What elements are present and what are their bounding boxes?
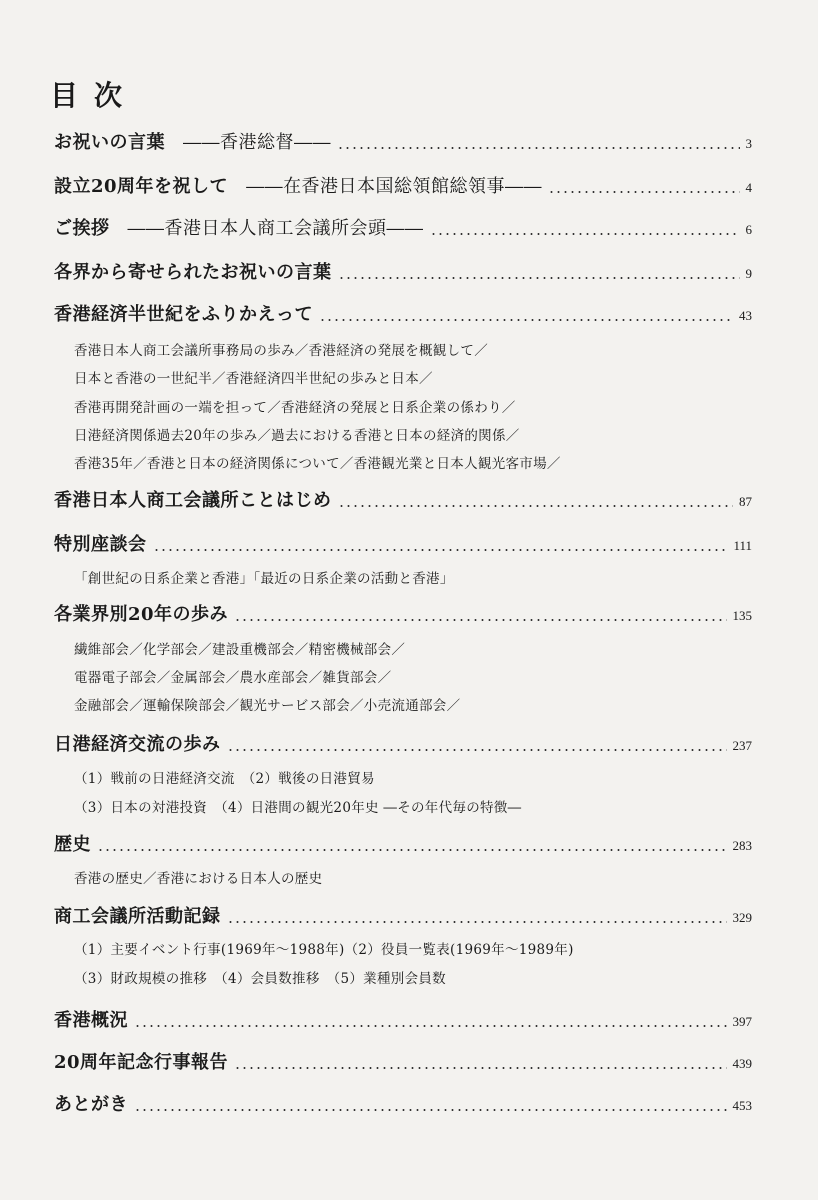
sub-topic-line: 香港35年／香港と日本の経済関係について／香港観光業と日本人観光客市場／ [74,456,561,472]
sub-topic-line: 「創世紀の日系企業と香港」「最近の日系企業の活動と香港」 [74,571,454,587]
page-number: 397 [732,1014,752,1029]
entry-title: 設立20周年を祝して ――在香港日本国総領館総領事―― [54,176,543,197]
sub-topic-line: 日港経済関係過去20年の歩み／過去における香港と日本の経済的関係／ [74,428,520,444]
entry-title: 香港経済半世紀をふりかえって [54,304,313,325]
page-number: 237 [732,738,752,753]
entry-title: 商工会議所活動記録 [54,906,221,927]
entry-title: 歴史 [54,834,91,855]
dot-leader [548,191,739,193]
entry-title: 特別座談会 [54,534,147,555]
page-number: 43 [739,308,752,323]
dot-leader [338,505,734,507]
sub-topic-line: 香港日本人商工会議所事務局の歩み／香港経済の発展を概観して／ [74,343,488,359]
entry-title: あとがき [54,1094,128,1115]
toc-entry[interactable] [54,902,752,928]
dot-leader [337,147,740,149]
dot-leader [234,619,726,621]
dot-leader [227,749,727,751]
sub-topic-line: （3）財政規模の推移 （4）会員数推移 （5）業種別会員数 [74,971,446,987]
sub-topic-line: （3）日本の対港投資 （4）日港間の観光20年史 ―その年代毎の特徴― [74,800,522,816]
toc-entry[interactable] [54,128,752,154]
toc-entry[interactable] [54,1090,752,1116]
page-number: 9 [745,266,752,281]
sub-topic-line: 電器電子部会／金属部会／農水産部会／雑貨部会／ [74,670,392,686]
page-number: 283 [732,838,752,853]
entry-title: 各業界別20年の歩み [54,604,229,625]
page-number: 4 [745,180,752,195]
toc-entry[interactable] [54,258,752,284]
dot-leader [134,1025,727,1027]
toc-heading: 目次 [50,79,139,112]
toc-entry[interactable] [54,530,752,556]
toc-entry[interactable] [54,600,752,626]
dot-leader [227,921,727,923]
entry-title: 香港概況 [54,1010,128,1031]
page-number: 135 [732,608,752,623]
entry-title: ご挨拶 ――香港日本人商工会議所会頭―― [54,218,424,239]
sub-topic-line: （1）主要イベント行事(1969年～1988年)（2）役員一覧表(1969年～1989年) [74,942,574,958]
dot-leader [338,277,740,279]
toc-entry[interactable] [54,1048,752,1074]
page-number: 6 [745,222,752,237]
toc-entry[interactable] [54,300,752,326]
entry-title: 20周年記念行事報告 [54,1052,229,1073]
toc-entry[interactable] [54,730,752,756]
page-number: 453 [732,1098,752,1113]
toc-entry[interactable] [54,830,752,856]
dot-leader [430,233,740,235]
entry-title: 日港経済交流の歩み [54,734,221,755]
sub-topic-line: 香港の歴史／香港における日本人の歴史 [74,871,323,887]
sub-topic-line: （1）戦前の日港経済交流 （2）戦後の日港貿易 [74,771,375,787]
sub-topic-line: 日本と香港の一世紀半／香港経済四半世紀の歩みと日本／ [74,371,433,387]
page-number: 439 [732,1056,752,1071]
dot-leader [234,1067,726,1069]
entry-title: 香港日本人商工会議所ことはじめ [54,490,332,511]
sub-topic-line: 金融部会／運輸保険部会／観光サービス部会／小売流通部会／ [74,698,461,714]
page-number: 87 [739,494,752,509]
entry-title: 各界から寄せられたお祝いの言葉 [54,262,332,283]
dot-leader [319,319,733,321]
toc-entry[interactable] [54,172,752,198]
toc-entry[interactable] [54,486,752,512]
toc-entry[interactable] [54,1006,752,1032]
sub-topic-line: 繊維部会／化学部会／建設重機部会／精密機械部会／ [74,642,406,658]
sub-topic-line: 香港再開発計画の一端を担って／香港経済の発展と日系企業の係わり／ [74,400,516,416]
dot-leader [153,549,728,551]
entry-title: お祝いの言葉 ――香港総督―― [54,132,331,153]
page-number: 111 [733,538,752,553]
dot-leader [134,1109,727,1111]
toc-entry[interactable] [54,214,752,240]
dot-leader [97,849,727,851]
page-number: 3 [745,136,752,151]
page-number: 329 [732,910,752,925]
